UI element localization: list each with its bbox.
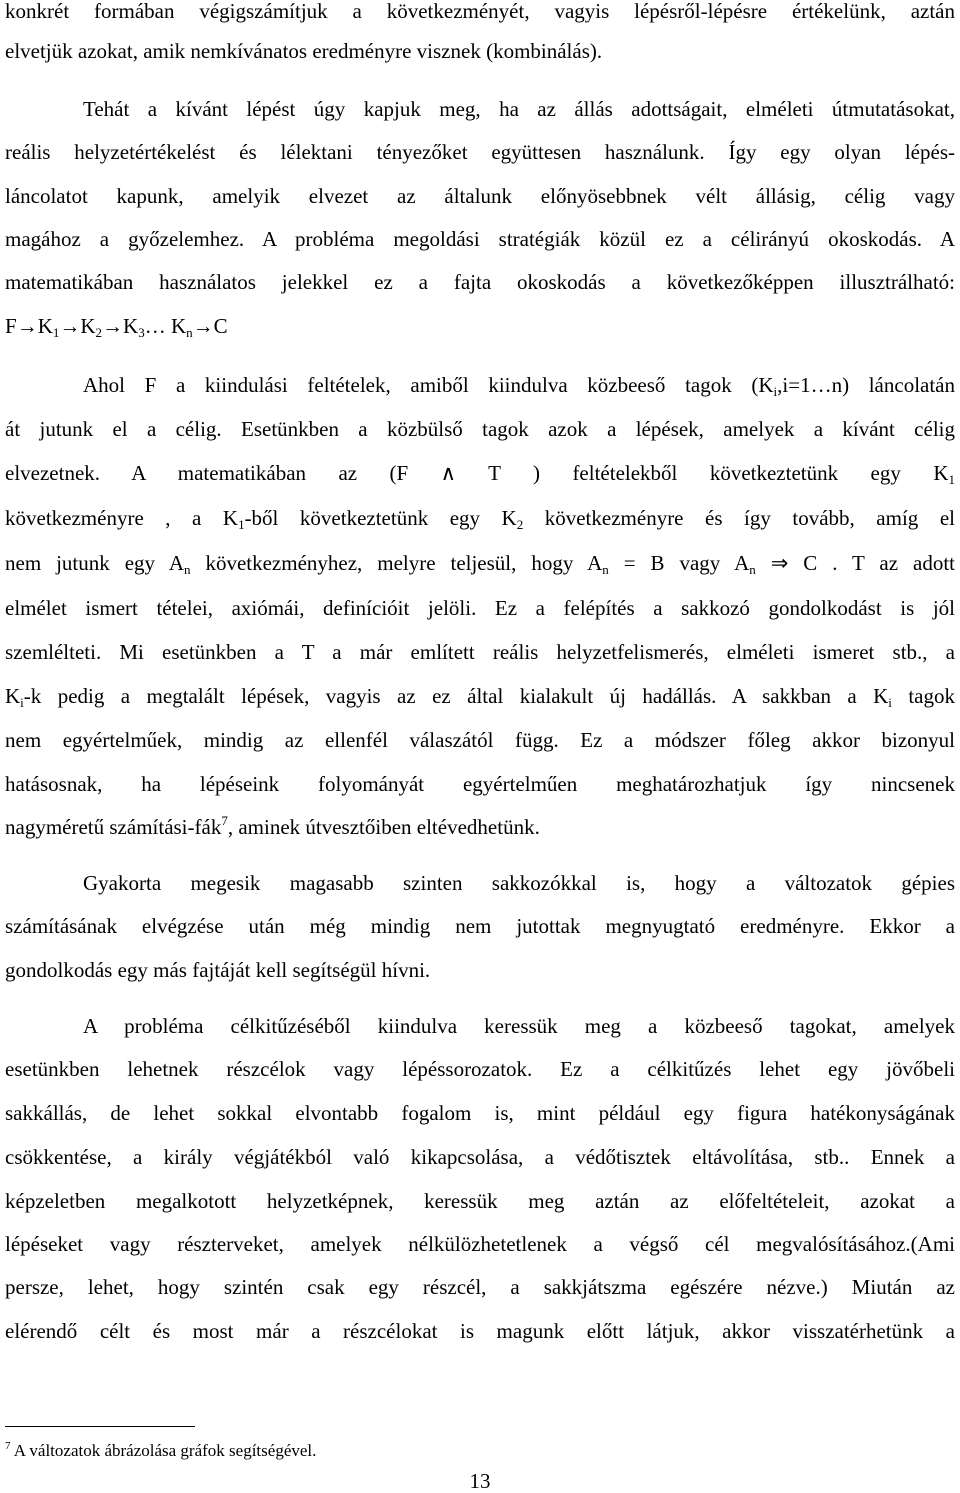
text-line: magához a győzelemhez. A probléma megoldási stratégiák közül ez a célirányú okoskodás. A (5, 227, 955, 251)
text-line: hatásosnak, ha lépéseink folyományát egyértelműen meghatározhatjuk így nincsenek (5, 772, 955, 796)
text-line: nem jutunk egy $A_n$ következményhez, melyre teljesül, hogy $A_n = B$ vagy $A_n$ ⇒ C . T az adott (5, 551, 955, 577)
text-line: elérendő célt és most már a részcélokat is magunk előtt látjuk, akkor visszatérhetünk a (5, 1319, 955, 1343)
formula-chain: $F\to K_1\to K_2\to K_3\dots$ $K_n\to C$ (5, 314, 228, 340)
text-line: A probléma célkitűzéséből kiindulva keressük meg a közbeeső tagokat, amelyek (83, 1014, 955, 1038)
arrow-icon: → (102, 314, 124, 338)
text-line: képzeletben megalkotott helyzetképnek, keressük meg aztán az előfeltételeit, azokat a (5, 1189, 955, 1213)
text-line: nagyméretű számítási-fák$^7$, aminek útvesztőiben eltévedhetünk. (5, 813, 540, 839)
text-line: elvezetnek. A matematikában az (F ∧ T ) feltételekből következtetünk egy $K_1$ (5, 461, 955, 487)
text-line: elmélet ismert tételei, axiómái, definícióit jelöli. Ez a felépítés a sakkozó gondolkodást is jól (5, 596, 955, 620)
footnote-text: A változatok ábrázolása gráfok segítségével. (10, 1441, 317, 1460)
text-line: esetünkben lehetnek részcélok vagy lépéssorozatok. Ez a célkitűzés lehet egy jövőbeli (5, 1057, 955, 1081)
text-line: csökkentése, a király végjátékból való kikapcsolása, a védőtisztek eltávolítása, stb.. Ennek a (5, 1145, 955, 1169)
page-number: 13 (469, 1469, 491, 1493)
text-line: át jutunk el a célig. Esetünkben a közbülső tagok azok a lépések, amelyek a kívánt célig (5, 417, 955, 441)
text-line: Tehát a kívánt lépést úgy kapjuk meg, ha az állás adottságait, elméleti útmutatásokat, (83, 97, 955, 121)
text-line: Gyakorta megesik magasabb szinten sakkozókkal is, hogy a változatok gépies (83, 871, 955, 895)
arrow-icon: → (16, 314, 38, 338)
text-line: számításának elvégzése után még mindig nem jutottak megnyugtató eredményre. Ekkor a (5, 914, 955, 938)
arrow-icon: → (59, 314, 81, 338)
arrow-icon: → (192, 314, 214, 338)
text-line: lépéseket vagy részterveket, amelyek nélkülözhetetlenek a végső cél megvalósításához.(Ami (5, 1232, 955, 1256)
text-line: nem egyértelműek, mindig az ellenfél válaszától függ. Ez a módszer főleg akkor bizonyul (5, 728, 955, 752)
text-line: $K_i-k$ pedig a megtalált lépések, vagyis az ez által kialakult új hadállás. A sakkban a $K_i$ tagok (5, 684, 955, 710)
footnote-mark: 7 (5, 1440, 11, 1452)
text-line: konkrét formában végigszámítjuk a következményét, vagyis lépésről-lépésre értékelünk, aztán (5, 0, 955, 23)
footnote-divider (5, 1426, 195, 1427)
text-line: elvetjük azokat, amik nemkívánatos eredményre visznek (kombinálás). (5, 39, 603, 63)
text-line: gondolkodás egy más fajtáját kell segítségül hívni. (5, 958, 431, 982)
footnote (5, 1440, 316, 1462)
text-line: következményre , a $K_1$-ből következtetünk egy $K_2$ következményre és így tovább, amíg el (5, 506, 955, 532)
text-line: matematikában használatos jelekkel ez a fajta okoskodás a következőképpen illusztrálható: (5, 270, 955, 294)
text-line: Ahol F a kiindulási feltételek, amiből kiindulva közbeeső tagok $(K_i,i=1\dots n)$ láncolatán (83, 373, 955, 399)
text-line: reális helyzetértékelést és lélektani tényezőket együttesen használunk. Így egy olyan lépés- (5, 140, 955, 164)
footnote-ref[interactable]: 7 (221, 813, 228, 828)
text-line: láncolatot kapunk, amelyik elvezet az általunk előnyösebbnek vélt állásig, célig vagy (5, 184, 955, 208)
text-line: szemlélteti. Mi esetünkben a T a már említett reális helyzetfelismerés, elméleti ismeret stb., a (5, 640, 955, 664)
text-line: sakkállás, de lehet sokkal elvontabb fogalom is, mint például egy figura hatékonyságának (5, 1101, 955, 1125)
text-line: persze, lehet, hogy szintén csak egy részcél, a sakkjátszma egészére nézve.) Miután az (5, 1275, 955, 1299)
